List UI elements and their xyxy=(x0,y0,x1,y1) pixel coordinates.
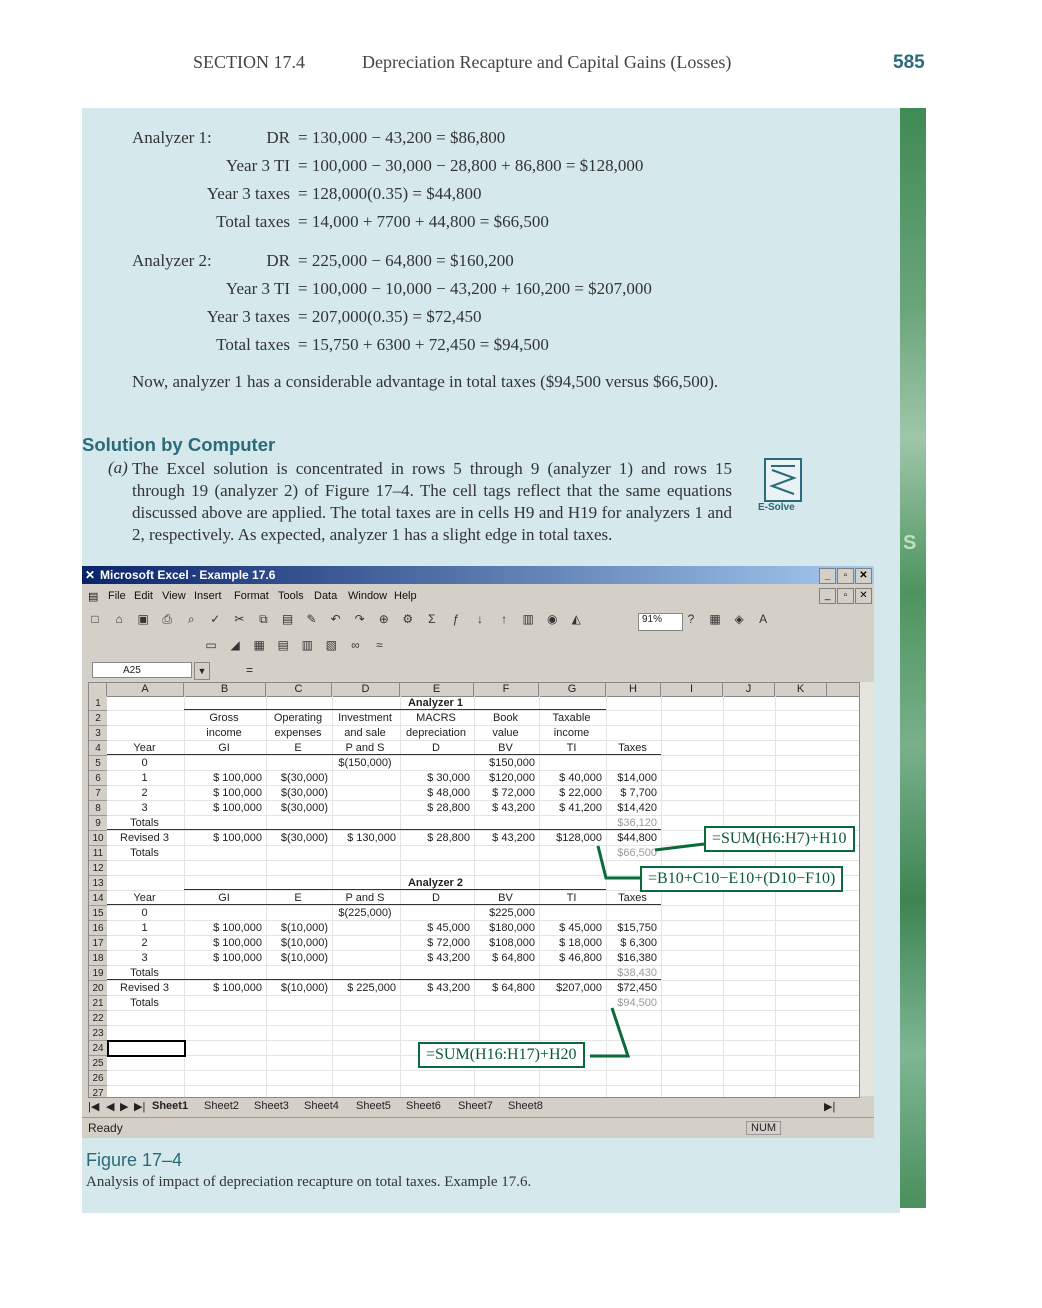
chart-wizard-icon[interactable]: ▥ xyxy=(522,612,534,626)
row-header[interactable]: 15 xyxy=(89,906,107,921)
tab-sheet6[interactable]: Sheet6 xyxy=(406,1100,441,1112)
cell-f3[interactable]: value xyxy=(492,727,519,739)
open-icon[interactable]: ⌂ xyxy=(115,612,123,626)
redo-icon[interactable]: ↷ xyxy=(354,612,365,626)
cell-c4[interactable]: E xyxy=(294,742,302,754)
eq-lhs: DR xyxy=(266,128,290,147)
cell-a21[interactable]: Totals xyxy=(130,997,159,1009)
cell-g18[interactable]: $ 46,800 xyxy=(559,952,602,964)
cell-c8[interactable]: $(30,000) xyxy=(280,802,328,814)
menu-tools[interactable]: Tools xyxy=(278,590,304,602)
row-header[interactable]: 8 xyxy=(89,801,107,816)
conclusion-paragraph: Now, analyzer 1 has a considerable advantage in total taxes ($94,500 versus $66,500). xyxy=(132,372,719,391)
column-header[interactable]: J xyxy=(723,683,775,696)
tab-sheet4[interactable]: Sheet4 xyxy=(304,1100,339,1112)
row-header[interactable]: 13 xyxy=(89,876,107,891)
map-icon[interactable]: ◉ xyxy=(546,612,558,626)
cell-e6[interactable]: $ 30,000 xyxy=(427,772,470,784)
cell-g20[interactable]: $207,000 xyxy=(556,982,602,994)
link-icon[interactable]: ∞ xyxy=(351,638,360,652)
cell-e18[interactable]: $ 43,200 xyxy=(427,952,470,964)
help-icon[interactable]: ? xyxy=(687,612,695,626)
drawing-icon[interactable]: ◭ xyxy=(571,612,581,626)
status-num: NUM xyxy=(746,1121,781,1135)
part-label: (a) xyxy=(108,458,128,477)
row-header[interactable]: 21 xyxy=(89,996,107,1011)
sort-ascending-icon[interactable]: ↓ xyxy=(477,612,483,626)
menu-insert[interactable]: Insert xyxy=(194,590,222,602)
cell-b8[interactable]: $ 100,000 xyxy=(213,802,262,814)
cell-a14[interactable]: Year xyxy=(133,892,156,904)
section-label: SECTION 17.4 xyxy=(193,52,305,72)
cell-d20[interactable]: $ 225,000 xyxy=(347,982,396,994)
cell-c6[interactable]: $(30,000) xyxy=(280,772,328,784)
eq-rhs: = 128,000(0.35) = $44,800 xyxy=(298,184,482,203)
cell-a19[interactable]: Totals xyxy=(130,967,159,979)
cell-h19[interactable]: $38,430 xyxy=(617,967,657,979)
tab-sheet8[interactable]: Sheet8 xyxy=(508,1100,543,1112)
sort-descending-icon[interactable]: ↑ xyxy=(501,612,508,626)
menu-view[interactable]: View xyxy=(162,590,186,602)
cell-b3[interactable]: income xyxy=(206,727,242,739)
eq-rhs: = 207,000(0.35) = $72,450 xyxy=(298,307,482,326)
restore-button[interactable]: ▫ xyxy=(837,568,854,584)
row-header[interactable]: 27 xyxy=(89,1086,107,1098)
column-header[interactable]: E xyxy=(400,683,474,696)
hyperlink-icon[interactable]: ⊕ xyxy=(378,612,389,626)
cell-g17[interactable]: $ 18,000 xyxy=(559,937,602,949)
rows-icon[interactable]: ▧ xyxy=(325,638,337,652)
cell-a18[interactable]: 3 xyxy=(141,952,148,964)
print-icon[interactable]: ⎙ xyxy=(162,612,172,626)
menu-window[interactable]: Window xyxy=(348,590,388,602)
cell-d3[interactable]: and sale xyxy=(344,727,386,739)
row-header[interactable]: 10 xyxy=(89,831,107,846)
draw-icon[interactable]: ◢ xyxy=(230,638,240,652)
cell-h21[interactable]: $94,500 xyxy=(617,997,657,1009)
wb-restore-button[interactable]: ▫ xyxy=(837,588,854,604)
undo-icon[interactable]: ↶ xyxy=(330,612,341,626)
cell-b14[interactable]: GI xyxy=(218,892,230,904)
font-color-icon[interactable]: A xyxy=(759,612,768,626)
page-number: 585 xyxy=(893,52,925,73)
cell-b20[interactable]: $ 100,000 xyxy=(213,982,262,994)
strip-letter: S xyxy=(903,532,917,554)
cell-c10[interactable]: $(30,000) xyxy=(280,832,328,844)
cell-c3[interactable]: expenses xyxy=(274,727,322,739)
callout-h19-formula: =SUM(H16:H17)+H20 xyxy=(418,1042,585,1068)
cell-a20[interactable]: Revised 3 xyxy=(120,982,169,994)
cell-f8[interactable]: $ 43,200 xyxy=(492,802,535,814)
row-header[interactable]: 16 xyxy=(89,921,107,936)
cell-d2[interactable]: Investment xyxy=(338,712,392,724)
column-header[interactable]: D xyxy=(332,683,400,696)
callout-h9-formula: =SUM(H6:H7)+H10 xyxy=(704,826,855,852)
cell-d4[interactable]: P and S xyxy=(345,742,385,754)
cell-f4[interactable]: BV xyxy=(498,742,513,754)
tab-nav-next-icon[interactable]: ▶ xyxy=(120,1101,129,1113)
cell-a10[interactable]: Revised 3 xyxy=(120,832,169,844)
cell-h11[interactable]: $66,500 xyxy=(617,847,657,859)
eq-lhs: Total taxes xyxy=(216,335,290,354)
column-header[interactable]: B xyxy=(184,683,266,696)
tab-sheet2[interactable]: Sheet2 xyxy=(204,1100,239,1112)
excel-app-icon: ✕ xyxy=(85,568,96,582)
cell-h14[interactable]: Taxes xyxy=(618,892,647,904)
column-header[interactable]: C xyxy=(266,683,332,696)
cell-c16[interactable]: $(10,000) xyxy=(280,922,328,934)
cell-h4[interactable]: Taxes xyxy=(618,742,647,754)
column-header[interactable]: F xyxy=(474,683,539,696)
cell-f15[interactable]: $225,000 xyxy=(489,907,535,919)
close-button[interactable]: ✕ xyxy=(855,568,872,584)
cell-e17[interactable]: $ 72,000 xyxy=(427,937,470,949)
row-header[interactable]: 25 xyxy=(89,1056,107,1071)
row-header[interactable]: 26 xyxy=(89,1071,107,1086)
row-header[interactable]: 12 xyxy=(89,861,107,876)
function-icon[interactable]: ƒ xyxy=(452,612,460,626)
cell-c17[interactable]: $(10,000) xyxy=(280,937,328,949)
cell-f20[interactable]: $ 64,800 xyxy=(492,982,535,994)
cell-d15[interactable]: $(225,000) xyxy=(338,907,392,919)
column-header[interactable]: K xyxy=(775,683,827,696)
row-header[interactable]: 14 xyxy=(89,891,107,906)
name-box-dropdown-icon[interactable]: ▼ xyxy=(194,662,210,680)
eq-lhs: Year 3 taxes xyxy=(206,184,290,203)
cell-a6[interactable]: 1 xyxy=(141,772,148,784)
cell-d5[interactable]: $(150,000) xyxy=(338,757,392,769)
cell-f6[interactable]: $120,000 xyxy=(489,772,535,784)
cell-g16[interactable]: $ 45,000 xyxy=(559,922,602,934)
borders-icon[interactable]: ▦ xyxy=(709,612,721,626)
cell-e7[interactable]: $ 48,000 xyxy=(427,787,470,799)
row-header[interactable]: 24 xyxy=(89,1041,107,1056)
tab-sheet3[interactable]: Sheet3 xyxy=(254,1100,289,1112)
cell-f16[interactable]: $180,000 xyxy=(489,922,535,934)
cell-c18[interactable]: $(10,000) xyxy=(280,952,328,964)
menu-help[interactable]: Help xyxy=(394,590,417,602)
name-box[interactable]: A25 xyxy=(92,662,192,678)
eq-rhs: = 15,750 + 6300 + 72,450 = $94,500 xyxy=(298,335,549,354)
eq-rhs: = 225,000 − 64,800 = $160,200 xyxy=(298,251,514,270)
cell-a16[interactable]: 1 xyxy=(141,922,148,934)
unlink-icon[interactable]: ≈ xyxy=(376,638,383,652)
cell-a17[interactable]: 2 xyxy=(141,937,148,949)
cell-b6[interactable]: $ 100,000 xyxy=(213,772,262,784)
column-header[interactable]: H xyxy=(606,683,661,696)
cell-b18[interactable]: $ 100,000 xyxy=(213,952,262,964)
analyzer1-label: Analyzer 1: xyxy=(132,128,212,147)
fill-color-icon[interactable]: ◈ xyxy=(734,612,744,626)
cell-e4[interactable]: D xyxy=(432,742,440,754)
print-preview-icon[interactable]: ⌕ xyxy=(187,612,195,626)
row-header[interactable]: 20 xyxy=(89,981,107,996)
cell-e8[interactable]: $ 28,800 xyxy=(427,802,470,814)
cell-e13[interactable]: Analyzer 2 xyxy=(407,877,464,889)
eq-rhs: = 14,000 + 7700 + 44,800 = $66,500 xyxy=(298,212,549,231)
cell-f2[interactable]: Book xyxy=(492,712,519,724)
tab-sheet5[interactable]: Sheet5 xyxy=(356,1100,391,1112)
column-header[interactable]: G xyxy=(539,683,606,696)
cell-b16[interactable]: $ 100,000 xyxy=(213,922,262,934)
cell-a4[interactable]: Year xyxy=(133,742,156,754)
running-title: Depreciation Recapture and Capital Gains (Losses) xyxy=(362,52,732,72)
menu-edit[interactable]: Edit xyxy=(134,590,153,602)
save-icon[interactable]: ▣ xyxy=(137,612,149,626)
cell-h6[interactable]: $14,000 xyxy=(617,772,657,784)
paste-icon[interactable]: ▤ xyxy=(281,612,294,626)
tab-nav-first-icon[interactable]: |◀ xyxy=(88,1101,100,1113)
tab-nav-prev-icon[interactable]: ◀ xyxy=(106,1101,115,1113)
row-header[interactable]: 3 xyxy=(89,726,107,741)
row-header[interactable]: 18 xyxy=(89,951,107,966)
cell-b17[interactable]: $ 100,000 xyxy=(213,937,262,949)
cell-g7[interactable]: $ 22,000 xyxy=(559,787,602,799)
row-header[interactable]: 7 xyxy=(89,786,107,801)
copy-icon[interactable]: ⧉ xyxy=(259,612,268,626)
column-header[interactable]: A xyxy=(107,683,184,696)
solution-paragraph: The Excel solution is concentrated in rows 5 through 9 (analyzer 1) and rows 15 through 19 (analyzer 2) of Figure 17–4. The cell tags reflect that the same equations discussed above are applied. The total taxes are in cells H9 and H19 for analyzers 1 and 2, respectively. As expected, analyzer 1 has a slight edge in total taxes. xyxy=(132,459,732,544)
column-header[interactable]: I xyxy=(661,683,723,696)
cell-e16[interactable]: $ 45,000 xyxy=(427,922,470,934)
cell-e1[interactable]: Analyzer 1 xyxy=(407,697,464,709)
workbook-icon[interactable]: ▤ xyxy=(88,591,99,603)
cell-e14[interactable]: D xyxy=(432,892,440,904)
cell-g4[interactable]: TI xyxy=(566,742,577,754)
format-painter-icon[interactable]: ✎ xyxy=(306,612,317,626)
new-icon[interactable]: □ xyxy=(91,612,99,626)
cell-g2[interactable]: Taxable xyxy=(552,712,591,724)
row-header[interactable]: 11 xyxy=(89,846,107,861)
figure-caption: Analysis of impact of depreciation recapture on total taxes. Example 17.6. xyxy=(86,1174,532,1190)
grid-icon[interactable]: ▤ xyxy=(277,638,289,652)
row-header[interactable]: 23 xyxy=(89,1026,107,1041)
menu-data[interactable]: Data xyxy=(314,590,338,602)
eq-rhs: = 100,000 − 10,000 − 43,200 + 160,200 = $207,000 xyxy=(298,279,652,298)
cell-g8[interactable]: $ 41,200 xyxy=(559,802,602,814)
cell-g14[interactable]: TI xyxy=(566,892,577,904)
cut-icon[interactable]: ✂ xyxy=(234,612,245,626)
columns-icon[interactable]: ▥ xyxy=(301,638,313,652)
eq-rhs: = 130,000 − 43,200 = $86,800 xyxy=(298,128,506,147)
cell-g6[interactable]: $ 40,000 xyxy=(559,772,602,784)
cell-c20[interactable]: $(10,000) xyxy=(280,982,328,994)
spelling-icon[interactable]: ✓ xyxy=(210,612,221,626)
row-header[interactable]: 9 xyxy=(89,816,107,831)
tab-nav-last-icon[interactable]: ▶| xyxy=(134,1101,146,1113)
solution-heading: Solution by Computer xyxy=(82,434,276,455)
cell-b2[interactable]: Gross xyxy=(209,712,239,724)
cell-f7[interactable]: $ 72,000 xyxy=(492,787,535,799)
cell-h18[interactable]: $16,380 xyxy=(617,952,657,964)
window-title: Microsoft Excel - Example 17.6 xyxy=(100,568,276,582)
table-icon[interactable]: ▦ xyxy=(253,638,265,652)
cell-f17[interactable]: $108,000 xyxy=(489,937,535,949)
cell-h7[interactable]: $ 7,700 xyxy=(620,787,657,799)
cell-a15[interactable]: 0 xyxy=(141,907,148,919)
cell-f5[interactable]: $150,000 xyxy=(489,757,535,769)
row-header[interactable]: 22 xyxy=(89,1011,107,1026)
status-ready: Ready xyxy=(88,1121,123,1135)
merge-icon[interactable]: ▭ xyxy=(205,638,217,652)
cell-a7[interactable]: 2 xyxy=(141,787,148,799)
cell-d10[interactable]: $ 130,000 xyxy=(347,832,396,844)
cell-h17[interactable]: $ 6,300 xyxy=(620,937,657,949)
cell-e10[interactable]: $ 28,800 xyxy=(427,832,470,844)
leader-c1 xyxy=(655,844,704,850)
web-toolbar-icon[interactable]: ⚙ xyxy=(402,612,414,626)
cell-f10[interactable]: $ 43,200 xyxy=(492,832,535,844)
menu-format[interactable]: Format xyxy=(234,590,269,602)
analyzer2-label: Analyzer 2: xyxy=(132,251,212,270)
cell-h16[interactable]: $15,750 xyxy=(617,922,657,934)
cell-a8[interactable]: 3 xyxy=(141,802,148,814)
row-header[interactable]: 4 xyxy=(89,741,107,756)
leader-c3 xyxy=(590,1008,628,1056)
cell-b7[interactable]: $ 100,000 xyxy=(213,787,262,799)
cell-f14[interactable]: BV xyxy=(498,892,513,904)
esolve-label: E-Solve xyxy=(758,502,795,513)
wb-close-button[interactable]: ✕ xyxy=(855,588,872,604)
cell-h20[interactable]: $72,450 xyxy=(617,982,657,994)
cell-h8[interactable]: $14,420 xyxy=(617,802,657,814)
row-header[interactable]: 5 xyxy=(89,756,107,771)
cell-e2[interactable]: MACRS xyxy=(416,712,456,724)
eq-lhs: Year 3 taxes xyxy=(206,307,290,326)
row-header[interactable]: 2 xyxy=(89,711,107,726)
cell-c14[interactable]: E xyxy=(294,892,302,904)
formula-equals: = xyxy=(246,663,254,677)
eq-lhs: DR xyxy=(266,251,290,270)
row-header[interactable]: 19 xyxy=(89,966,107,981)
eq-lhs: Year 3 TI xyxy=(225,156,290,175)
zoom-select[interactable]: 91% xyxy=(638,613,683,631)
eq-rhs: = 100,000 − 30,000 − 28,800 + 86,800 = $128,000 xyxy=(298,156,644,175)
cell-h9[interactable]: $36,120 xyxy=(617,817,657,829)
cell-d14[interactable]: P and S xyxy=(345,892,385,904)
figure-title: Figure 17–4 xyxy=(86,1150,183,1170)
menu-file[interactable]: File xyxy=(108,590,126,602)
callout-g10-formula: =B10+C10−E10+(D10−F10) xyxy=(640,866,843,892)
minimize-button[interactable]: _ xyxy=(819,568,836,584)
cell-g3[interactable]: income xyxy=(553,727,590,739)
row-header[interactable]: 1 xyxy=(89,696,107,711)
cell-b4[interactable]: GI xyxy=(218,742,230,754)
cell-g10[interactable]: $128,000 xyxy=(556,832,602,844)
cell-e20[interactable]: $ 43,200 xyxy=(427,982,470,994)
eq-lhs: Total taxes xyxy=(216,212,290,231)
cell-h10[interactable]: $44,800 xyxy=(617,832,657,844)
tab-sheet1[interactable]: Sheet1 xyxy=(152,1100,189,1112)
cell-a9[interactable]: Totals xyxy=(130,817,159,829)
cell-c2[interactable]: Operating xyxy=(273,712,323,724)
wb-minimize-button[interactable]: _ xyxy=(819,588,836,604)
tab-sheet7[interactable]: Sheet7 xyxy=(458,1100,493,1112)
cell-e3[interactable]: depreciation xyxy=(406,727,466,739)
autosum-icon[interactable]: Σ xyxy=(428,612,436,626)
row-header[interactable]: 17 xyxy=(89,936,107,951)
cell-a5[interactable]: 0 xyxy=(141,757,148,769)
cell-a11[interactable]: Totals xyxy=(130,847,159,859)
cell-c7[interactable]: $(30,000) xyxy=(280,787,328,799)
eq-lhs: Year 3 TI xyxy=(225,279,290,298)
row-header[interactable]: 6 xyxy=(89,771,107,786)
cell-f18[interactable]: $ 64,800 xyxy=(492,952,535,964)
cell-b10[interactable]: $ 100,000 xyxy=(213,832,262,844)
h-scroll-right-icon[interactable]: ▶| xyxy=(824,1101,836,1113)
leader-c2 xyxy=(598,846,640,878)
